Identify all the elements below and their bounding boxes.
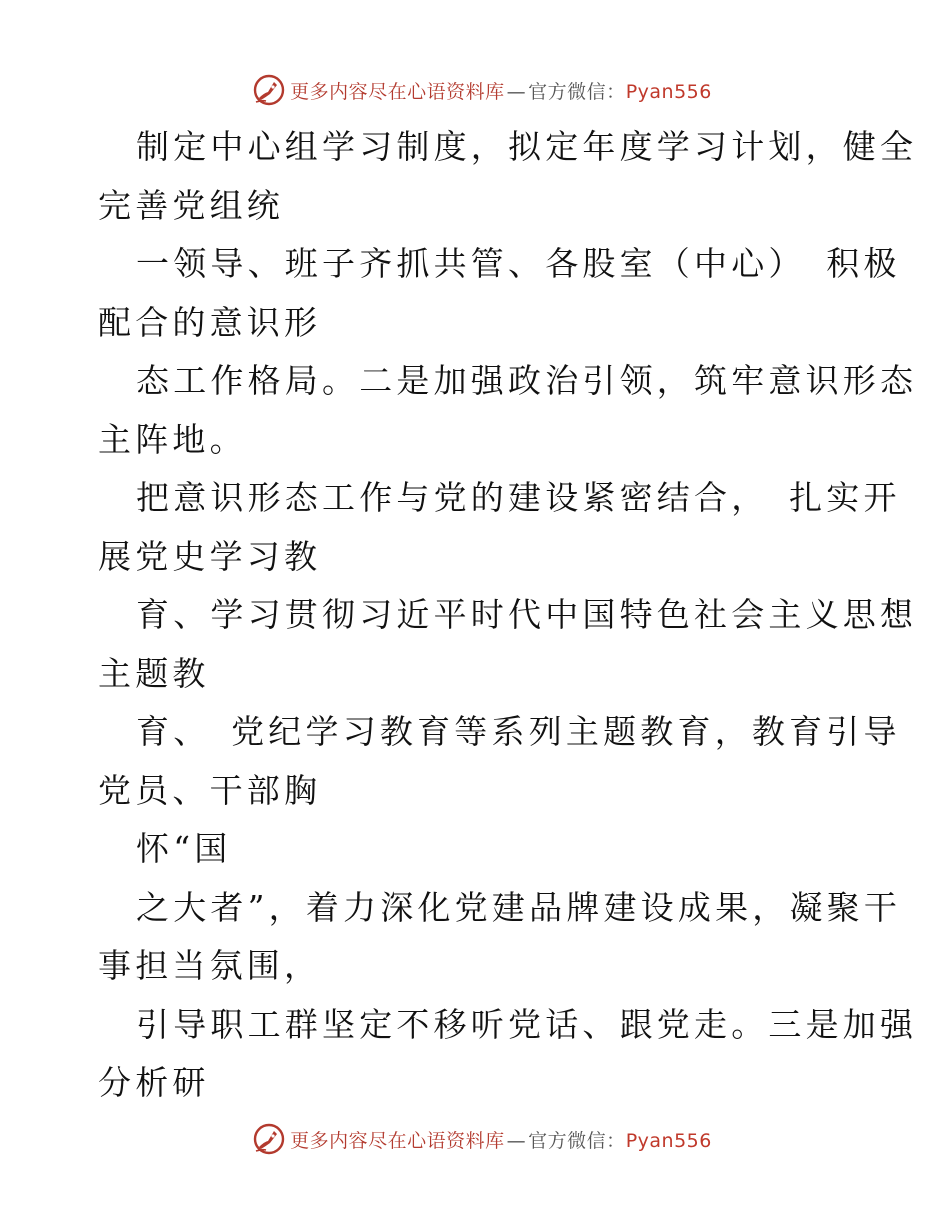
header-banner-content	[252, 73, 712, 107]
footer-banner-official: 官方微信：	[528, 1129, 626, 1152]
body-line-1: 制定中心组学习制度，拟定年度学习计划，健全	[136, 127, 918, 166]
body-line-6: 主阵地。	[98, 419, 247, 459]
body-line-3: 一领导、班子齐抓共管、各股室（中心） 积极	[136, 244, 901, 283]
body-line-8: 展党史学习教	[98, 536, 322, 576]
footer-banner-wechat-id: Pyan556	[625, 1129, 712, 1152]
footer-banner	[0, 1119, 950, 1159]
footer-banner-main: 更多内容尽在心语资料库	[290, 1129, 505, 1152]
footer-banner-text	[290, 1126, 712, 1153]
body-line-11: 育、 党纪学习教育等系列主题教育，教育引导	[136, 712, 901, 751]
pen-nib-circle-icon	[252, 73, 286, 107]
body-line-7: 把意识形态工作与党的建设紧密结合， 扎实开	[136, 478, 901, 517]
body-line-5: 态工作格局。二是加强政治引领，筑牢意识形态	[136, 361, 918, 400]
header-banner-main: 更多内容尽在心语资料库	[290, 80, 505, 103]
header-banner-official: 官方微信：	[528, 80, 626, 103]
body-line-16: 引导职工群坚定不移听党话、跟党走。三是加强	[136, 1004, 918, 1044]
pen-nib-circle-icon	[252, 1122, 286, 1156]
body-line-13: 怀“国	[136, 829, 232, 868]
header-banner	[0, 70, 950, 110]
body-line-14: 之大者”，着力深化党建品牌建设成果，凝聚干	[136, 887, 902, 927]
body-line-12: 党员、干部胸	[98, 770, 322, 810]
footer-banner-separator: —	[506, 1129, 527, 1152]
header-banner-text	[290, 77, 712, 104]
header-banner-wechat-id: Pyan556	[625, 80, 712, 103]
body-line-17: 分析研	[98, 1063, 210, 1102]
body-line-9: 育、学习贯彻习近平时代中国特色社会主义思想	[136, 595, 918, 634]
header-banner-separator: —	[506, 80, 527, 103]
body-line-2: 完善党组统	[98, 185, 284, 225]
body-line-10: 主题教	[98, 653, 210, 693]
document-body	[98, 118, 918, 1113]
footer-banner-content	[252, 1122, 712, 1156]
body-line-4: 配合的意识形	[98, 302, 322, 342]
body-line-15: 事担当氛围，	[98, 946, 322, 985]
